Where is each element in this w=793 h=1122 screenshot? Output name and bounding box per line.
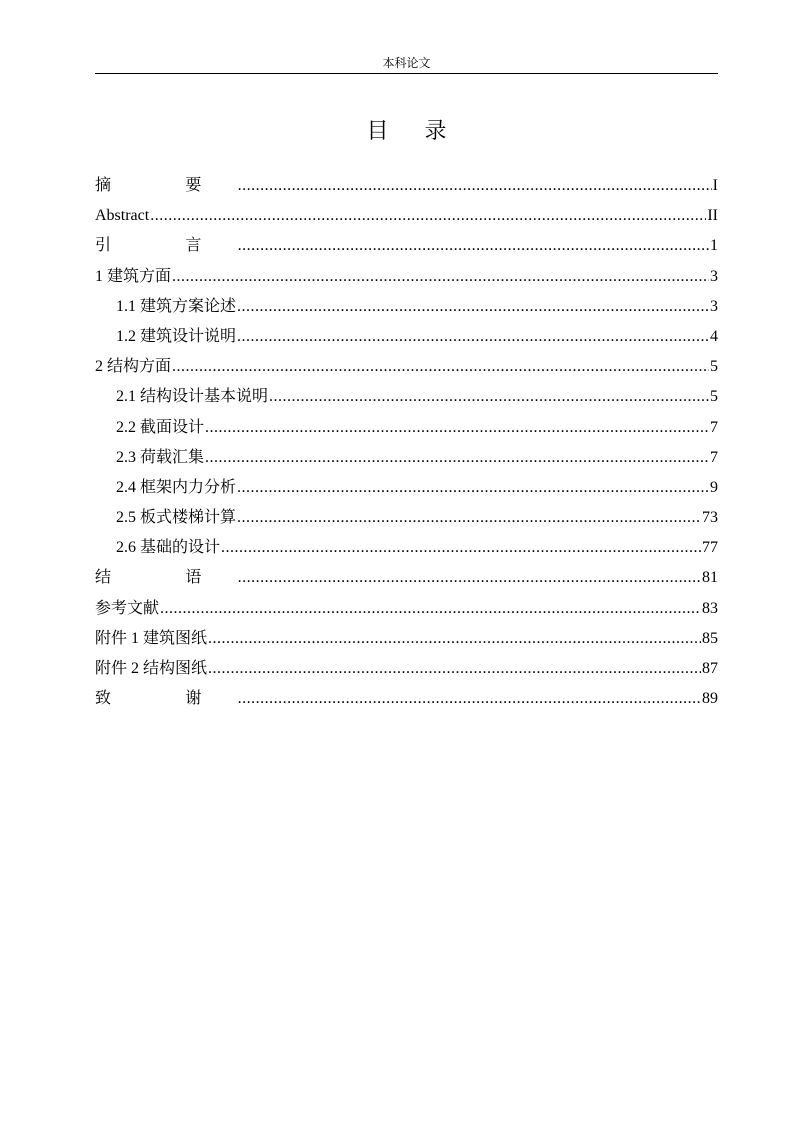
toc-entry[interactable] <box>95 594 718 624</box>
toc-entry-page: 7 <box>710 448 718 466</box>
toc-entry-label: 2.4 框架内力分析 <box>116 478 237 496</box>
toc-dot-leader <box>221 533 701 563</box>
toc-entry[interactable] <box>95 231 718 261</box>
toc-entry-label: 结 语 <box>95 569 237 587</box>
toc-entry-page: 7 <box>710 418 718 436</box>
toc-entry[interactable] <box>95 413 718 443</box>
toc-entry-page: 77 <box>702 539 718 557</box>
toc-entry[interactable] <box>95 503 718 533</box>
toc-dot-leader <box>205 443 709 473</box>
toc-entry-page: 87 <box>702 660 718 677</box>
toc-entry-label: 2.6 基础的设计 <box>116 539 221 557</box>
toc-dot-leader <box>237 322 709 352</box>
page-title: 目录 <box>366 118 483 143</box>
toc-entry-label: 附件 1 建筑图纸 <box>95 629 208 647</box>
toc-entry[interactable] <box>95 624 718 654</box>
toc-entry-label: 2.1 结构设计基本说明 <box>116 388 269 406</box>
toc-entry[interactable] <box>95 382 718 412</box>
toc-entry-label: 2.3 荷载汇集 <box>116 448 205 466</box>
toc-entry-page: 3 <box>710 267 718 285</box>
toc-entry[interactable] <box>95 563 718 593</box>
toc-entry-page: 81 <box>702 569 718 587</box>
toc-entry-label: 引 言 <box>95 237 237 255</box>
toc-entry[interactable] <box>95 322 718 352</box>
toc-dot-leader <box>172 262 709 292</box>
toc-entry-label: 1 建筑方面 <box>95 267 172 285</box>
toc-entry-page: 5 <box>710 388 718 406</box>
toc-entry[interactable] <box>95 443 718 473</box>
toc-entry-label: 摘 要 <box>95 177 237 194</box>
toc-dot-leader <box>208 624 701 654</box>
toc-entry-page: 89 <box>702 690 718 708</box>
toc-entry-page: 85 <box>702 629 718 647</box>
toc-dot-leader <box>238 231 709 261</box>
toc-entry[interactable] <box>95 171 718 201</box>
toc-dot-leader <box>160 594 701 624</box>
toc-entry[interactable] <box>95 654 718 684</box>
toc-entry[interactable] <box>95 684 718 714</box>
toc-entry-label: 2.2 截面设计 <box>116 418 205 436</box>
toc-entry-page: 3 <box>710 297 718 315</box>
toc-entry-label: 1.2 建筑设计说明 <box>116 327 237 345</box>
toc-entry-label: 2.5 板式楼梯计算 <box>116 509 237 527</box>
toc-entry-page: 4 <box>710 327 718 345</box>
toc-entry-page: 1 <box>710 237 718 255</box>
toc-entry[interactable] <box>95 262 718 292</box>
header-rule <box>95 73 718 74</box>
toc-dot-leader <box>238 563 701 593</box>
toc-entry[interactable] <box>95 201 718 231</box>
toc-dot-leader <box>237 292 709 322</box>
toc-entry-label: Abstract <box>95 207 150 225</box>
toc-entry[interactable] <box>95 533 718 563</box>
toc-entry[interactable] <box>95 473 718 503</box>
toc-entry-label: 参考文献 <box>95 599 160 617</box>
toc-dot-leader <box>150 201 706 231</box>
toc-dot-leader <box>237 503 701 533</box>
toc-entry-label: 致 谢 <box>95 690 237 708</box>
toc-entry-label: 2 结构方面 <box>95 358 172 376</box>
toc-dot-leader <box>237 473 709 503</box>
toc-dot-leader <box>205 413 709 443</box>
toc-entry-label: 1.1 建筑方案论述 <box>116 297 237 315</box>
toc-entry-page: 9 <box>710 478 718 496</box>
toc-entry-page: I <box>712 177 718 194</box>
toc-entry-page: 5 <box>710 358 718 376</box>
page-header: 本科论文 <box>382 56 431 70</box>
toc-dot-leader <box>208 654 701 684</box>
toc-dot-leader <box>238 684 701 714</box>
toc-entry[interactable] <box>95 352 718 382</box>
toc-entry-page: 83 <box>702 599 718 617</box>
toc-dot-leader <box>172 352 709 382</box>
toc-entry-label: 附件 2 结构图纸 <box>95 660 208 677</box>
toc-entry-page: 73 <box>702 509 718 527</box>
toc-entry[interactable] <box>95 292 718 322</box>
toc-dot-leader <box>238 171 712 201</box>
table-of-contents <box>95 171 718 714</box>
toc-dot-leader <box>269 382 709 412</box>
toc-entry-page: II <box>707 207 718 225</box>
